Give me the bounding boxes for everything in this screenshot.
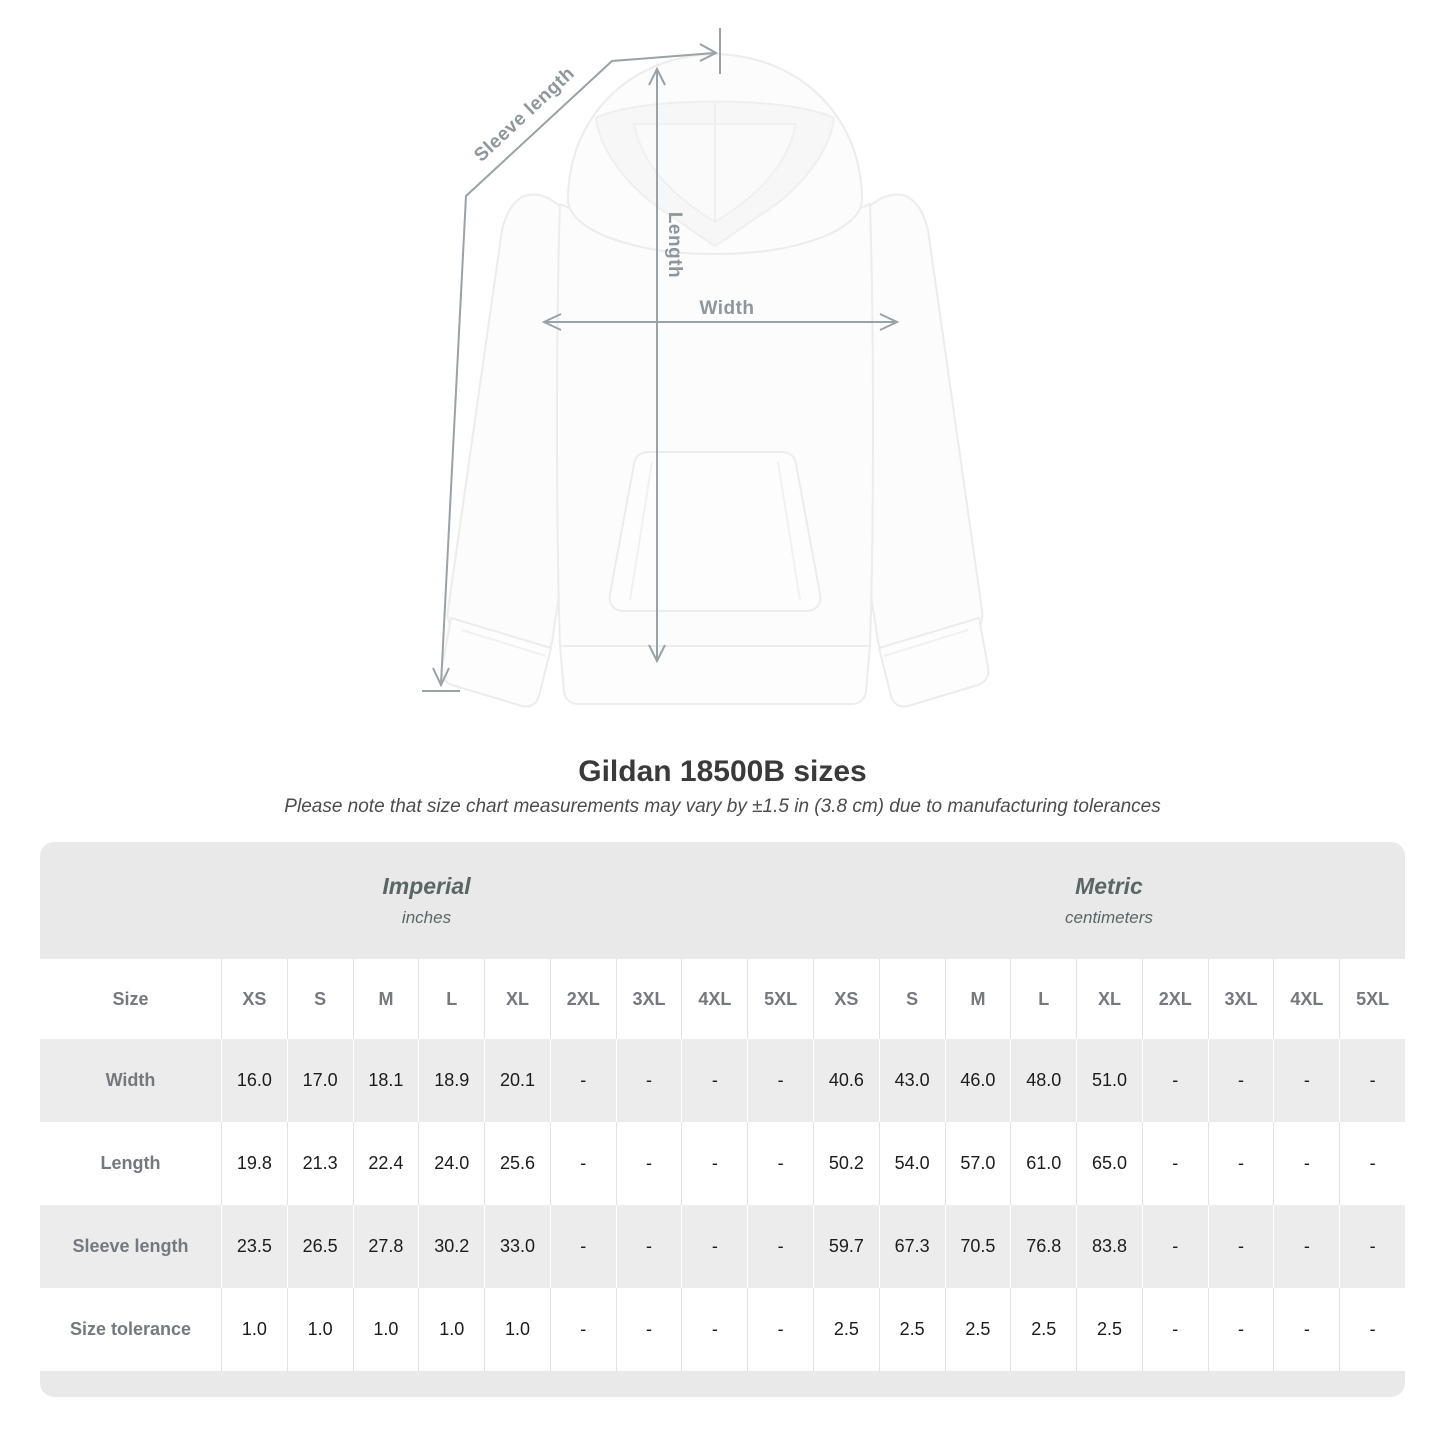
size-header-metric-xl: XL (1076, 959, 1142, 1039)
metric-header (813, 842, 1405, 959)
value-cell: 46.0 (945, 1039, 1011, 1122)
value-cell: - (747, 1039, 813, 1122)
size-header-imperial-m: M (353, 959, 419, 1039)
value-cell: - (1142, 1288, 1208, 1371)
value-cell: 2.5 (1010, 1288, 1076, 1371)
value-cell: 48.0 (1010, 1039, 1076, 1122)
tolerance-note: Please note that size chart measurements may vary by ±1.5 in (3.8 cm) due to manufacturing tolerances (284, 796, 1161, 817)
value-cell: - (747, 1205, 813, 1288)
value-cell: 25.6 (484, 1122, 550, 1205)
size-header-metric-m: M (945, 959, 1011, 1039)
value-cell: 1.0 (484, 1288, 550, 1371)
width-label: Width (699, 298, 755, 319)
unit-system-header (40, 842, 1405, 959)
value-cell: 1.0 (221, 1288, 287, 1371)
size-header-metric-3xl: 3XL (1208, 959, 1274, 1039)
page-title: Gildan 18500B sizes (578, 755, 867, 788)
row-label: Length (100, 1153, 161, 1173)
table-row (40, 1205, 1405, 1288)
value-cell: - (616, 1288, 682, 1371)
value-cell: 76.8 (1010, 1205, 1076, 1288)
value-cell: 20.1 (484, 1039, 550, 1122)
size-header-metric-2xl: 2XL (1142, 959, 1208, 1039)
size-header-imperial-2xl: 2XL (550, 959, 616, 1039)
value-cell: - (1273, 1288, 1339, 1371)
size-table-body (40, 959, 1405, 1371)
value-cell: - (550, 1288, 616, 1371)
size-header-metric-l: L (1010, 959, 1076, 1039)
value-cell: 40.6 (813, 1039, 879, 1122)
value-cell: 22.4 (353, 1122, 419, 1205)
table-row (40, 1122, 1405, 1205)
value-cell: - (1339, 1288, 1405, 1371)
value-cell: 61.0 (1010, 1122, 1076, 1205)
imperial-header (40, 842, 813, 959)
value-cell: - (616, 1205, 682, 1288)
value-cell: - (681, 1288, 747, 1371)
sleeve-length-label: Sleeve length (470, 62, 579, 167)
size-header-imperial-3xl: 3XL (616, 959, 682, 1039)
size-column-label: Size (112, 988, 149, 1009)
value-cell: - (550, 1039, 616, 1122)
value-cell: 57.0 (945, 1122, 1011, 1205)
value-cell: - (1142, 1039, 1208, 1122)
value-cell: 67.3 (879, 1205, 945, 1288)
value-cell: - (550, 1122, 616, 1205)
size-header-imperial-5xl: 5XL (747, 959, 813, 1039)
value-cell: 1.0 (418, 1288, 484, 1371)
value-cell: 54.0 (879, 1122, 945, 1205)
value-cell: 33.0 (484, 1205, 550, 1288)
table-row (40, 1288, 1405, 1371)
row-label: Width (105, 1070, 156, 1090)
size-chart-table (40, 842, 1405, 1397)
value-cell: - (550, 1205, 616, 1288)
table-row (40, 1039, 1405, 1122)
metric-title: Metric (1075, 873, 1143, 899)
value-cell: 51.0 (1076, 1039, 1142, 1122)
value-cell: - (1339, 1039, 1405, 1122)
value-cell: - (1208, 1288, 1274, 1371)
value-cell: 18.9 (418, 1039, 484, 1122)
value-cell: 19.8 (221, 1122, 287, 1205)
row-label: Sleeve length (72, 1236, 189, 1256)
size-header-metric-4xl: 4XL (1273, 959, 1339, 1039)
size-header-row (40, 959, 1405, 1039)
value-cell: 70.5 (945, 1205, 1011, 1288)
value-cell: - (681, 1122, 747, 1205)
value-cell: 24.0 (418, 1122, 484, 1205)
size-header-imperial-xs: XS (221, 959, 287, 1039)
value-cell: 26.5 (287, 1205, 353, 1288)
value-cell: - (1339, 1122, 1405, 1205)
value-cell: - (616, 1122, 682, 1205)
value-cell: 17.0 (287, 1039, 353, 1122)
size-header-metric-s: S (879, 959, 945, 1039)
value-cell: - (1208, 1122, 1274, 1205)
imperial-title: Imperial (382, 873, 471, 899)
size-header-metric-5xl: 5XL (1339, 959, 1405, 1039)
value-cell: - (616, 1039, 682, 1122)
value-cell: - (1273, 1205, 1339, 1288)
value-cell: - (1273, 1122, 1339, 1205)
value-cell: 50.2 (813, 1122, 879, 1205)
value-cell: - (681, 1039, 747, 1122)
row-label: Size tolerance (69, 1319, 192, 1339)
value-cell: - (681, 1205, 747, 1288)
value-cell: 2.5 (1076, 1288, 1142, 1371)
metric-unit: centimeters (1065, 908, 1153, 927)
size-header-imperial-xl: XL (484, 959, 550, 1039)
value-cell: 2.5 (879, 1288, 945, 1371)
hoodie-shape (441, 54, 988, 707)
value-cell: - (1339, 1205, 1405, 1288)
value-cell: 27.8 (353, 1205, 419, 1288)
length-label: Length (664, 211, 685, 279)
value-cell: - (1142, 1122, 1208, 1205)
value-cell: 30.2 (418, 1205, 484, 1288)
size-header-imperial-l: L (418, 959, 484, 1039)
value-cell: 65.0 (1076, 1122, 1142, 1205)
size-header-imperial-4xl: 4XL (681, 959, 747, 1039)
value-cell: 2.5 (945, 1288, 1011, 1371)
value-cell: - (1142, 1205, 1208, 1288)
value-cell: - (747, 1288, 813, 1371)
value-cell: - (747, 1122, 813, 1205)
imperial-unit: inches (401, 908, 452, 927)
size-header-metric-xs: XS (813, 959, 879, 1039)
value-cell: 1.0 (287, 1288, 353, 1371)
size-header-imperial-s: S (287, 959, 353, 1039)
value-cell: 23.5 (221, 1205, 287, 1288)
table-footer-band (40, 1371, 1405, 1397)
value-cell: 1.0 (353, 1288, 419, 1371)
value-cell: 59.7 (813, 1205, 879, 1288)
value-cell: - (1208, 1205, 1274, 1288)
value-cell: - (1273, 1039, 1339, 1122)
value-cell: 16.0 (221, 1039, 287, 1122)
value-cell: - (1208, 1039, 1274, 1122)
value-cell: 43.0 (879, 1039, 945, 1122)
value-cell: 83.8 (1076, 1205, 1142, 1288)
value-cell: 2.5 (813, 1288, 879, 1371)
value-cell: 18.1 (353, 1039, 419, 1122)
value-cell: 21.3 (287, 1122, 353, 1205)
